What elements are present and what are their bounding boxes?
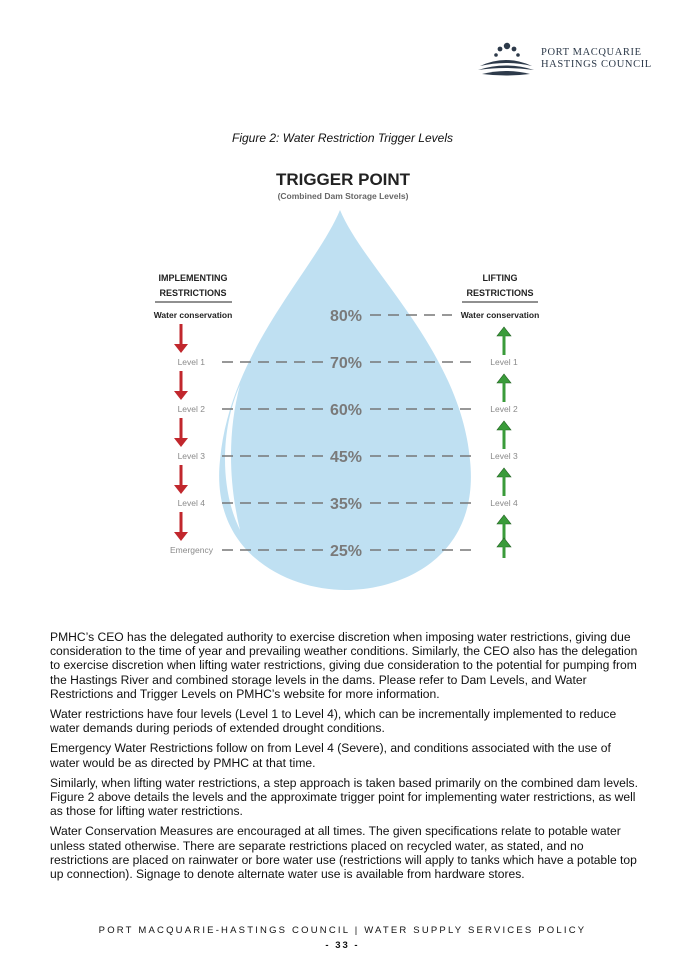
down-arrow-head-icon bbox=[174, 438, 188, 447]
down-arrow-head-icon bbox=[174, 391, 188, 400]
right-heading-line-2: RESTRICTIONS bbox=[466, 288, 534, 298]
trigger-percentage: 25% bbox=[329, 543, 363, 560]
trigger-percentage: 70% bbox=[329, 355, 363, 372]
figure-subtitle: (Combined Dam Storage Levels) bbox=[277, 191, 409, 201]
right-level-label: Water conservation bbox=[460, 310, 540, 320]
left-heading-line-1: IMPLEMENTING bbox=[158, 273, 228, 283]
logo-mark-icon bbox=[478, 43, 534, 76]
down-arrow-head-icon bbox=[174, 532, 188, 541]
paragraph-conservation: Water Conservation Measures are encouraged at all times. The given specifications relate to potable water unless stated otherwise. There are separate restrictions placed on recycled water, as stated, and no restrictions are placed on rainwater or bore water use (restrictions will apply to tanks which have a potable top up connection). Signage to denote alternate water use is available from hardware stores. bbox=[50, 824, 637, 882]
paragraph-four-levels: Water restrictions have four levels (Level 1 to Level 4), which can be incrementally implemented to reduce water demands during periods of extended drought conditions. bbox=[50, 707, 617, 736]
up-arrow-head-icon bbox=[497, 421, 511, 430]
trigger-levels-figure bbox=[140, 160, 560, 610]
paragraph-emergency: Emergency Water Restrictions follow on from Level 4 (Severe), and conditions associated with the use of water would be as directed by PMHC at that time. bbox=[50, 741, 611, 770]
trigger-percentage: 60% bbox=[329, 402, 363, 419]
left-level-label: Level 3 bbox=[177, 451, 205, 461]
left-level-label: Level 1 bbox=[177, 357, 205, 367]
up-arrow-head-icon bbox=[497, 515, 511, 524]
logo-wordmark bbox=[541, 47, 652, 71]
logo-line-2: HASTINGS COUNCIL bbox=[541, 59, 652, 70]
up-arrow-head-icon bbox=[497, 327, 511, 336]
right-level-label: Level 4 bbox=[490, 498, 518, 508]
up-arrow-head-icon bbox=[497, 468, 511, 477]
right-level-label: Level 2 bbox=[490, 404, 518, 414]
right-level-label: Level 3 bbox=[490, 451, 518, 461]
up-arrow-head-icon bbox=[497, 538, 511, 547]
figure-caption: Figure 2: Water Restriction Trigger Levels bbox=[232, 131, 453, 145]
right-level-label: Level 1 bbox=[490, 357, 518, 367]
trigger-percentage: 80% bbox=[329, 308, 363, 325]
water-drop-shape bbox=[219, 210, 471, 590]
left-level-label: Level 4 bbox=[177, 498, 205, 508]
logo-line-1: PORT MACQUARIE bbox=[541, 47, 642, 58]
right-heading-line-1: LIFTING bbox=[482, 273, 518, 283]
paragraph-lifting: Similarly, when lifting water restrictions, a step approach is taken based primarily on the combined dam levels. Figure 2 above details the levels and the approximate trigger point for implementing water restrictions, as well as those for lifting water restrictions. bbox=[50, 775, 638, 819]
trigger-percentage: 35% bbox=[329, 496, 363, 513]
body-text bbox=[50, 630, 638, 887]
page-number: - 33 - bbox=[325, 940, 360, 951]
down-arrow-head-icon bbox=[174, 485, 188, 494]
paragraph-delegation: PMHC’s CEO has the delegated authority to exercise discretion when imposing water restrictions, giving due consideration to the time of year and prevailing weather conditions. Similarly, the CEO also has the delegation to exercise discretion when lifting water restrictions, giving due consideration to the potential for pumping from the Hastings River and combined storage levels in the dams. Please refer to Dam Levels, and Water Restrictions and Trigger Levels on PMHC’s website for more information. bbox=[50, 630, 638, 701]
trigger-percentage: 45% bbox=[329, 449, 363, 466]
left-level-label: Emergency bbox=[170, 545, 213, 555]
down-arrow-head-icon bbox=[174, 344, 188, 353]
left-heading-line-2: RESTRICTIONS bbox=[159, 288, 227, 298]
left-level-label: Water conservation bbox=[153, 310, 233, 320]
up-arrow-head-icon bbox=[497, 374, 511, 383]
figure-title: TRIGGER POINT bbox=[275, 170, 411, 189]
page-footer: PORT MACQUARIE-HASTINGS COUNCIL | WATER SUPPLY SERVICES POLICY bbox=[98, 925, 587, 936]
left-level-label: Level 2 bbox=[177, 404, 205, 414]
